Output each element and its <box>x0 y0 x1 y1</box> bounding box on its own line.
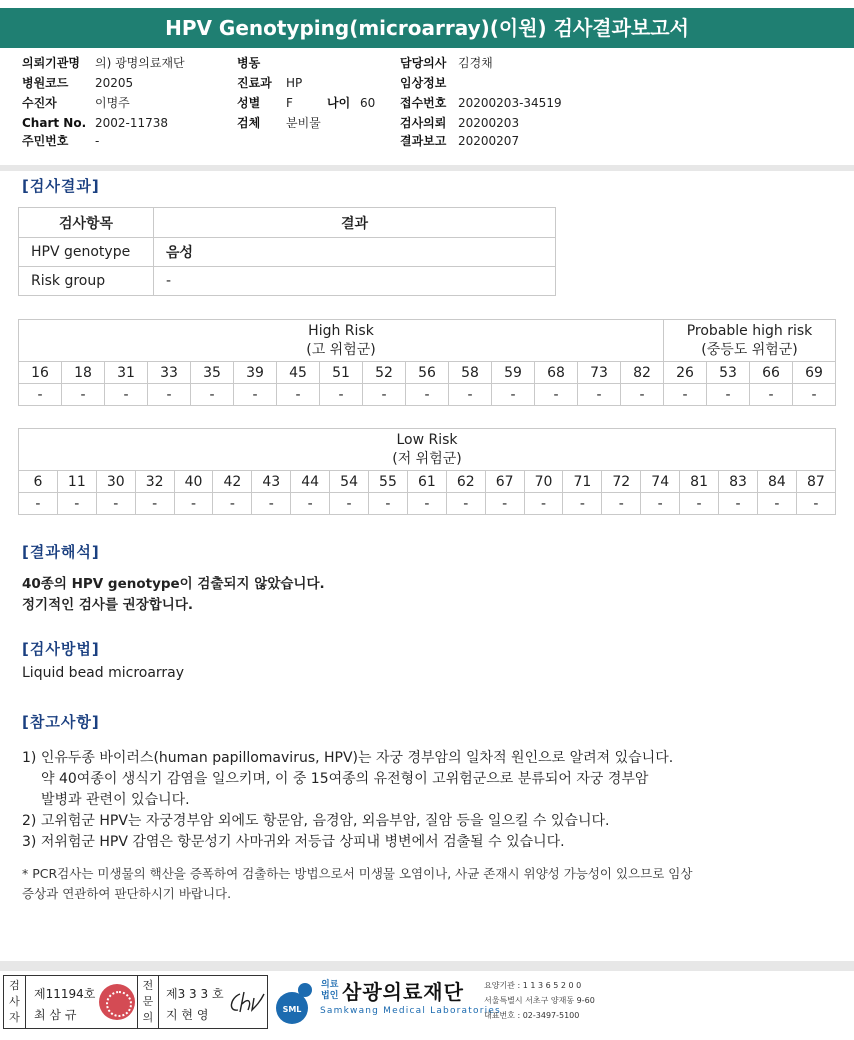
genotype-cell: 18 <box>62 362 105 384</box>
info-label: 진료과 <box>237 76 272 90</box>
column-header: 결과 <box>154 208 556 238</box>
genotype-cell: 52 <box>363 362 406 384</box>
high-risk-label-ko: (고 위험군) <box>306 341 376 358</box>
info-value: 2002-11738 <box>95 116 169 130</box>
genotype-result-cell: - <box>793 384 836 406</box>
genotype-cell: 58 <box>449 362 492 384</box>
genotype-result-cell: - <box>449 384 492 406</box>
genotype-result-cell: - <box>602 493 641 515</box>
genotype-cell: 61 <box>407 471 446 493</box>
genotype-cell: 55 <box>369 471 408 493</box>
examiner-name: 최 삼 규 <box>34 1008 77 1022</box>
info-label: 의뢰기관명 <box>22 56 80 70</box>
genotype-row <box>19 362 836 384</box>
info-label: 병동 <box>237 56 261 70</box>
logo-name: 삼광의료재단 <box>342 980 464 1004</box>
genotype-result-cell: - <box>680 493 719 515</box>
table-row <box>19 267 556 296</box>
genotype-result-cell: - <box>641 493 680 515</box>
genotype-cell: 81 <box>680 471 719 493</box>
genotype-result-cell: - <box>148 384 191 406</box>
genotype-result-cell: - <box>369 493 408 515</box>
high-risk-label: High Risk <box>308 322 374 339</box>
genotype-result-cell: - <box>62 384 105 406</box>
genotype-cell: 11 <box>57 471 96 493</box>
info-label: 검사의뢰 <box>400 116 447 130</box>
genotype-cell: 16 <box>19 362 62 384</box>
probable-high-risk-label-ko: (중등도 위험군) <box>701 341 798 358</box>
reference-line: 1) 인유두종 바이러스(human papillomavirus, HPV)는 자궁 경부암의 일차적 원인으로 알려져 있습니다. <box>22 750 674 766</box>
lab-info-line: 대표번호 : 02-3497-5100 <box>484 1011 580 1020</box>
examiner-label: 검 사 자 <box>4 976 26 1028</box>
genotype-cell: 66 <box>750 362 793 384</box>
info-value: F <box>286 96 293 110</box>
reference-notes <box>22 748 673 853</box>
interpretation-line: 정기적인 검사를 권장합니다. <box>22 597 194 613</box>
genotype-result-cell: - <box>796 493 835 515</box>
genotype-cell: 71 <box>563 471 602 493</box>
probable-high-risk-label: Probable high risk <box>686 322 813 339</box>
info-label: 주민번호 <box>22 134 69 148</box>
genotype-result-cell: - <box>135 493 174 515</box>
genotype-result-row <box>19 384 836 406</box>
genotype-cell: 74 <box>641 471 680 493</box>
footnote-line: * PCR검사는 미생물의 핵산을 증폭하여 검출하는 방법으로서 미생물 오염이나, 사균 존재시 위양성 가능성이 있으므로 임상 <box>22 866 693 881</box>
info-label: 임상정보 <box>400 76 447 90</box>
genotype-cell: 82 <box>621 362 664 384</box>
logo-mark-text: SML <box>282 1005 302 1014</box>
genotype-cell: 30 <box>96 471 135 493</box>
genotype-result-cell: - <box>252 493 291 515</box>
result-table <box>18 207 556 296</box>
genotype-result-cell: - <box>174 493 213 515</box>
genotype-result-cell: - <box>330 493 369 515</box>
genotype-result-cell: - <box>191 384 234 406</box>
info-value: 20200207 <box>458 134 520 148</box>
specialist-name: 지 현 영 <box>166 1008 209 1022</box>
genotype-result-cell: - <box>707 384 750 406</box>
reference-line: 3) 저위험군 HPV 감염은 항문성기 사마귀와 저등급 상피내 병변에서 검출될 수 있습니다. <box>22 834 565 850</box>
genotype-cell: 54 <box>330 471 369 493</box>
reference-line: 약 40여종이 생식기 감염을 일으키며, 이 중 15여종의 유전형이 고위험군으로 분류되어 자궁 경부암 <box>41 771 649 787</box>
column-header: 검사항목 <box>19 208 154 238</box>
genotype-result-cell: - <box>578 384 621 406</box>
high-risk-table <box>18 319 836 406</box>
reference-line: 2) 고위험군 HPV는 자궁경부암 외에도 항문암, 음경암, 외음부암, 질암 등을 일으킬 수 있습니다. <box>22 813 610 829</box>
genotype-cell: 31 <box>105 362 148 384</box>
interpretation-line: 40종의 HPV genotype이 검출되지 않았습니다. <box>22 576 325 592</box>
info-label: 접수번호 <box>400 96 447 110</box>
result-value: - <box>154 267 556 296</box>
result-item: Risk group <box>19 267 154 296</box>
genotype-cell: 83 <box>719 471 758 493</box>
genotype-cell: 62 <box>446 471 485 493</box>
low-risk-label: Low Risk <box>396 431 458 448</box>
genotype-result-cell: - <box>407 493 446 515</box>
low-risk-table <box>18 428 836 515</box>
genotype-result-cell: - <box>320 384 363 406</box>
patient-info <box>0 48 854 166</box>
genotype-result-row <box>19 493 836 515</box>
info-value: 20200203-34519 <box>458 96 562 110</box>
genotype-result-cell: - <box>406 384 449 406</box>
reference-line: 발병과 관련이 있습니다. <box>41 792 190 808</box>
genotype-result-cell: - <box>563 493 602 515</box>
lab-info <box>484 978 595 1023</box>
seal-stamp <box>99 984 135 1020</box>
specialist-number: 제3 3 3 호 <box>166 987 224 1001</box>
genotype-cell: 42 <box>213 471 252 493</box>
genotype-cell: 35 <box>191 362 234 384</box>
genotype-cell: 69 <box>793 362 836 384</box>
divider <box>0 165 854 171</box>
genotype-cell: 40 <box>174 471 213 493</box>
info-value: 이명주 <box>95 96 130 110</box>
info-label: 결과보고 <box>400 134 447 148</box>
genotype-cell: 44 <box>291 471 330 493</box>
info-value: 60 <box>360 96 376 110</box>
genotype-cell: 43 <box>252 471 291 493</box>
footer-divider <box>0 961 854 971</box>
genotype-result-cell: - <box>485 493 524 515</box>
genotype-result-cell: - <box>234 384 277 406</box>
genotype-cell: 73 <box>578 362 621 384</box>
genotype-cell: 33 <box>148 362 191 384</box>
probable-high-risk-header <box>664 320 836 362</box>
genotype-cell: 68 <box>535 362 578 384</box>
genotype-cell: 56 <box>406 362 449 384</box>
info-label: 수진자 <box>22 96 57 110</box>
info-value: HP <box>286 76 303 90</box>
footnote-line: 증상과 연관하여 판단하시기 바랍니다. <box>22 886 232 901</box>
genotype-result-cell: - <box>291 493 330 515</box>
genotype-result-cell: - <box>105 384 148 406</box>
genotype-cell: 26 <box>664 362 707 384</box>
interpretation-text <box>22 574 325 616</box>
genotype-result-cell: - <box>535 384 578 406</box>
logo-corp-line: 의료 <box>321 980 339 990</box>
genotype-cell: 45 <box>277 362 320 384</box>
result-item: HPV genotype <box>19 238 154 267</box>
genotype-result-cell: - <box>19 384 62 406</box>
info-value: - <box>95 134 100 148</box>
method-text: Liquid bead microarray <box>22 665 185 681</box>
section-title-result: [검사결과] <box>22 177 100 195</box>
section-title-reference: [참고사항] <box>22 713 100 731</box>
genotype-result-cell: - <box>57 493 96 515</box>
genotype-result-cell: - <box>750 384 793 406</box>
genotype-result-cell: - <box>719 493 758 515</box>
genotype-result-cell: - <box>96 493 135 515</box>
report-title: HPV Genotyping(microarray)(이원) 검사결과보고서 <box>0 8 854 48</box>
genotype-cell: 32 <box>135 471 174 493</box>
genotype-cell: 72 <box>602 471 641 493</box>
logo-corp-line: 법인 <box>321 991 339 1001</box>
info-label: Chart No. <box>22 116 87 130</box>
genotype-cell: 67 <box>485 471 524 493</box>
genotype-cell: 51 <box>320 362 363 384</box>
genotype-cell: 70 <box>524 471 563 493</box>
genotype-result-cell: - <box>664 384 707 406</box>
low-risk-header <box>19 429 836 471</box>
logo-corp-label <box>321 980 338 1002</box>
genotype-cell: 84 <box>757 471 796 493</box>
table-row <box>19 238 556 267</box>
lab-info-line: 서울특별시 서초구 양재동 9-60 <box>484 996 595 1005</box>
genotype-result-cell: - <box>363 384 406 406</box>
info-value: 분비물 <box>286 116 321 130</box>
genotype-cell: 53 <box>707 362 750 384</box>
genotype-result-cell: - <box>19 493 58 515</box>
examiner-number: 제11194호 <box>34 987 96 1001</box>
genotype-result-cell: - <box>621 384 664 406</box>
result-value: 음성 <box>154 238 556 267</box>
info-label: 성별 <box>237 96 261 110</box>
genotype-result-cell: - <box>446 493 485 515</box>
section-title-method: [검사방법] <box>22 640 100 658</box>
high-risk-header <box>19 320 664 362</box>
genotype-result-cell: - <box>524 493 563 515</box>
info-value: 20200203 <box>458 116 520 130</box>
genotype-cell: 59 <box>492 362 535 384</box>
info-label: 병원코드 <box>22 76 69 90</box>
info-label: 검체 <box>237 116 261 130</box>
footnote <box>22 864 692 904</box>
low-risk-label-ko: (저 위험군) <box>392 450 462 467</box>
genotype-row <box>19 471 836 493</box>
specialist-label: 전 문 의 <box>137 976 159 1028</box>
info-value: 의) 광명의료재단 <box>95 56 185 70</box>
signature-icon <box>226 988 266 1018</box>
lab-info-line: 요양기관 : 1 1 3 6 5 2 0 0 <box>484 981 582 990</box>
info-label: 담당의사 <box>400 56 447 70</box>
info-value: 김경채 <box>458 56 493 70</box>
sml-logo-icon <box>272 978 320 1026</box>
genotype-cell: 6 <box>19 471 58 493</box>
info-label: 나이 <box>327 96 351 110</box>
genotype-result-cell: - <box>492 384 535 406</box>
signature-box <box>3 975 268 1029</box>
genotype-cell: 39 <box>234 362 277 384</box>
genotype-result-cell: - <box>277 384 320 406</box>
info-value: 20205 <box>95 76 134 90</box>
section-title-interpretation: [결과해석] <box>22 543 100 561</box>
genotype-cell: 87 <box>796 471 835 493</box>
genotype-result-cell: - <box>757 493 796 515</box>
genotype-result-cell: - <box>213 493 252 515</box>
logo-english: Samkwang Medical Laboratories <box>320 1006 501 1016</box>
